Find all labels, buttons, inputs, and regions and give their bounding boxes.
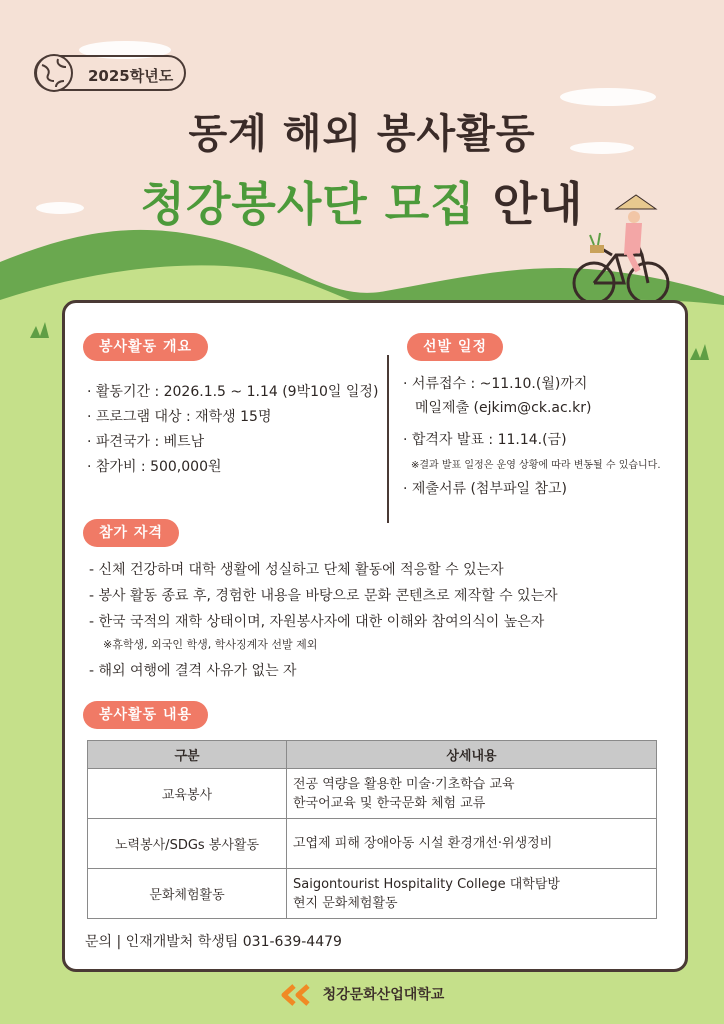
overview-item: · 참가비 : 500,000원 (87, 459, 222, 475)
column-divider (387, 355, 389, 523)
schedule-item: · 제출서류 (첨부파일 참고) (403, 481, 567, 497)
footer (0, 984, 724, 1006)
detail-line: 현지 문화체험활동 (293, 895, 398, 911)
eligibility-note: ※휴학생, 외국인 학생, 학사징계자 선발 제외 (103, 638, 318, 651)
detail-line: 고엽제 피해 장애아동 시설 환경개선·위생정비 (293, 836, 553, 851)
table-row (88, 869, 657, 919)
table-row (88, 769, 657, 819)
globe-icon (32, 51, 76, 95)
row-details (287, 869, 657, 919)
schedule-item: · 서류접수 : ~11.10.(월)까지 (403, 376, 588, 392)
detail-line: 한국어교육 및 한국문화 체험 교류 (293, 795, 486, 811)
eligibility-item: - 봉사 활동 종료 후, 경험한 내용을 바탕으로 문화 콘텐츠로 제작할 수 있는자 (89, 588, 558, 604)
schedule-item: 메일제출 (ejkim@ck.ac.kr) (415, 400, 592, 416)
row-category: 교육봉사 (88, 769, 287, 819)
year-badge (34, 55, 186, 91)
row-category: 문화체험활동 (88, 869, 287, 919)
year-label: 2025학년도 (88, 67, 174, 85)
activities-table (87, 740, 657, 919)
eligibility-item: - 해외 여행에 결격 사유가 없는 자 (89, 663, 297, 679)
row-category: 노력봉사/SDGs 봉사활동 (88, 819, 287, 869)
eligibility-item: - 신체 건강하며 대학 생활에 성실하고 단체 활동에 적응할 수 있는자 (89, 562, 504, 578)
column-header: 구분 (88, 741, 287, 769)
overview-heading: 봉사활동 개요 (83, 333, 208, 361)
table-row (88, 819, 657, 869)
eligibility-heading: 참가 자격 (83, 519, 179, 547)
contact-info: 문의 | 인재개발처 학생팀 031-639-4479 (85, 934, 342, 950)
info-card (62, 300, 688, 972)
overview-item: · 프로그램 대상 : 재학생 15명 (87, 409, 272, 425)
column-header: 상세내용 (287, 741, 657, 769)
overview-item: · 활동기간 : 2026.1.5 ~ 1.14 (9박10일 일정) (87, 384, 379, 400)
subtitle-green: 청강봉사단 모집 (140, 177, 476, 231)
subtitle-dark: 안내 (492, 177, 584, 231)
overview-item: · 파견국가 : 베트남 (87, 434, 205, 450)
university-logo-icon (280, 984, 312, 1006)
schedule-item: · 합격자 발표 : 11.14.(금) (403, 432, 567, 448)
row-details (287, 819, 657, 869)
university-name: 청강문화산업대학교 (322, 987, 445, 1003)
eligibility-item: - 한국 국적의 재학 상태이며, 자원봉사자에 대한 이해와 참여의식이 높은자 (89, 614, 545, 630)
table-header-row (88, 741, 657, 769)
schedule-heading: 선발 일정 (407, 333, 503, 361)
page-subtitle (0, 168, 724, 234)
schedule-note: ※결과 발표 일정은 운영 상황에 따라 변동될 수 있습니다. (411, 460, 661, 471)
row-details (287, 769, 657, 819)
activities-heading: 봉사활동 내용 (83, 701, 208, 729)
detail-line: Saigontourist Hospitality College 대학탐방 (293, 876, 560, 892)
page-title: 동계 해외 봉사활동 (188, 111, 536, 157)
detail-line: 전공 역량을 활용한 미술·기초학습 교육 (293, 776, 515, 792)
